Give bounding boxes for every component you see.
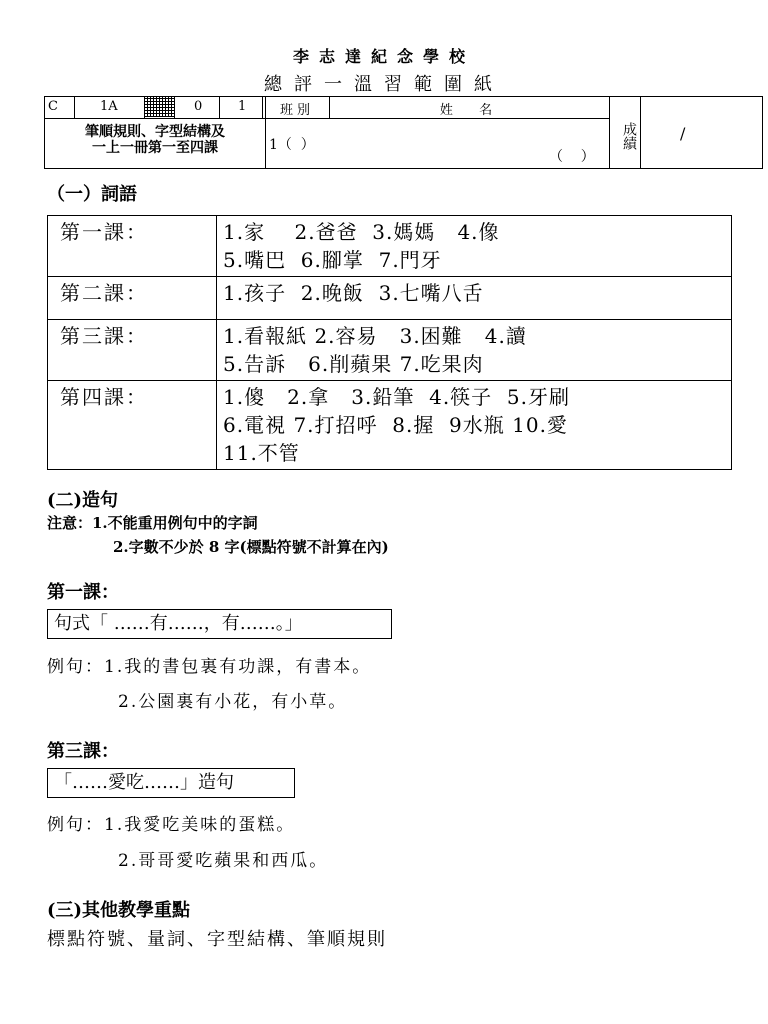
table-row [48, 216, 732, 277]
vocab-line: 1.傻 2.拿 3.鉛筆 4.筷子 5.牙刷 [223, 385, 570, 409]
vocab-line: 1.看報紙 2.容易 3.困難 4.讀 [223, 324, 527, 348]
code-c: C [48, 99, 58, 114]
note-line-2: 2.字數不少於 8 字(標點符號不計算在內) [113, 538, 389, 556]
lesson1-example-1: 例句：1.我的書包裏有功課，有書本。 [47, 657, 372, 677]
vocab-line: 11.不管 [223, 441, 300, 465]
lesson-label: 第四課： [48, 381, 217, 470]
vocab-line: 5.嘴巴 6.腳掌 7.門牙 [223, 248, 442, 272]
seat-value: （ ） [549, 149, 595, 165]
table-row [48, 277, 732, 320]
score-slash: / [680, 124, 686, 143]
lesson-label: 第一課： [48, 216, 217, 277]
score-label: 成績 [621, 121, 637, 150]
note-line-1: 注意：1.不能重用例句中的字詞 [47, 514, 258, 532]
lesson3-example-1: 例句：1.我愛吃美味的蛋糕。 [47, 815, 296, 835]
section2-title: (二)造句 [47, 490, 119, 511]
vocab-line: 5.告訴 6.削蘋果 7.吃果肉 [223, 352, 484, 376]
topic-text: 筆順規則、字型結構及 一上一冊第一至四課 [85, 124, 225, 156]
lesson3-title: 第三課： [47, 741, 119, 762]
section3-content: 標點符號、量詞、字型結構、筆順規則 [47, 929, 387, 950]
info-table [44, 96, 763, 169]
vocab-line: 1.家 2.爸爸 3.媽媽 4.像 [223, 220, 500, 244]
class-value: 1（ ） [269, 137, 315, 153]
lesson3-example-2: 2.哥哥愛吃蘋果和西瓜。 [118, 851, 329, 871]
document-subtitle: 總評一溫習範圍紙 [264, 74, 504, 95]
vocab-cell [217, 216, 732, 277]
section1-title: （一）詞語 [47, 184, 137, 205]
code-zero: 0 [194, 99, 203, 114]
barcode-block [144, 97, 174, 117]
table-row [48, 320, 732, 381]
lesson1-example-2: 2.公園裏有小花，有小草。 [118, 692, 348, 712]
vocab-line: 1.孩子 2.晚飯 3.七嘴八舌 [223, 281, 484, 305]
section3-title: (三)其他教學重點 [47, 900, 191, 921]
lesson-label: 第二課： [48, 277, 217, 320]
vocab-cell [217, 381, 732, 470]
vocab-cell [217, 277, 732, 320]
lesson1-pattern-box: 句式「 ……有……，有……。」 [47, 609, 392, 639]
vocab-table [47, 215, 732, 470]
lesson3-pattern-box: 「……愛吃……」造句 [47, 768, 295, 798]
vocab-line: 6.電視 7.打招呼 8.握 9水瓶 10.愛 [223, 413, 568, 437]
lesson-label: 第三課： [48, 320, 217, 381]
code-class: 1A [100, 99, 118, 114]
class-label: 班別 [280, 103, 315, 118]
table-row [48, 381, 732, 470]
school-name: 李志達紀念學校 [292, 47, 475, 66]
lesson1-title: 第一課： [47, 582, 119, 603]
code-one: 1 [238, 99, 247, 114]
vocab-cell [217, 320, 732, 381]
name-label: 姓 名 [439, 103, 499, 118]
